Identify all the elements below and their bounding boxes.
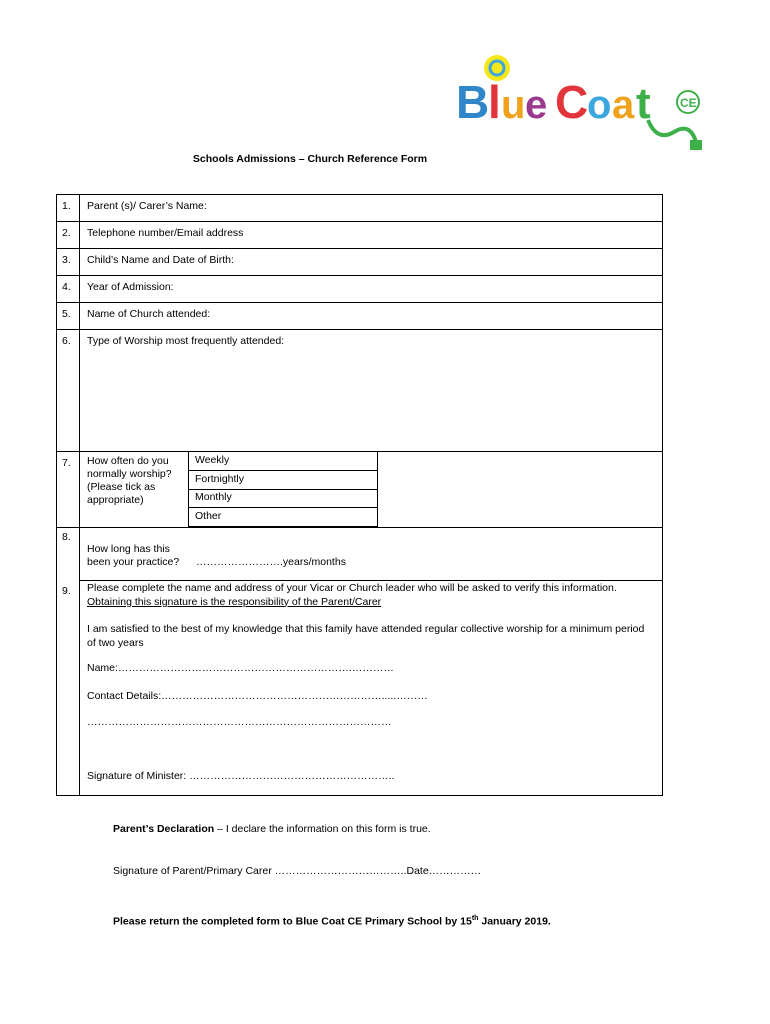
verification-instructions xyxy=(87,582,652,609)
option-weekly[interactable]: Weekly xyxy=(195,454,230,466)
logo-b: B xyxy=(456,76,490,128)
row-number: 3. xyxy=(62,254,71,266)
row-number: 8. xyxy=(62,531,71,543)
logo-l: l xyxy=(488,76,501,128)
parent-signature-field[interactable]: Signature of Parent/Primary Carer ………………………………..Date…………… xyxy=(113,865,482,877)
verification-text: Please complete the name and address of your Vicar or Church leader who will be asked to verify this information. xyxy=(87,582,617,594)
ce-text: CE xyxy=(680,96,697,110)
return-notice-sup: th xyxy=(471,915,479,922)
option-other[interactable]: Other xyxy=(195,510,222,522)
plug-icon xyxy=(690,140,702,150)
row-divider xyxy=(56,302,663,303)
row-divider xyxy=(79,580,663,581)
option-divider xyxy=(189,470,377,471)
year-of-admission-field[interactable]: Year of Admission: xyxy=(87,281,174,293)
option-divider xyxy=(189,489,377,490)
row-number: 7. xyxy=(62,457,71,469)
row-number: 5. xyxy=(62,308,71,320)
minister-statement: I am satisfied to the best of my knowledge that this family have attended regular collective worship for a minimum period of two years xyxy=(87,623,645,649)
telephone-email-field[interactable]: Telephone number/Email address xyxy=(87,227,244,239)
logo-o: o xyxy=(587,83,612,127)
minister-signature-field[interactable]: Signature of Minister: ………………………………………………….. xyxy=(87,770,395,782)
parent-declaration xyxy=(113,823,431,835)
row-number: 6. xyxy=(62,335,71,347)
minister-name-field[interactable]: Name:………………………………………………………….………… xyxy=(87,662,394,674)
row-divider xyxy=(56,527,663,528)
number-column-divider xyxy=(79,194,80,796)
row-number: 2. xyxy=(62,227,71,239)
blue-coat-logo xyxy=(452,50,722,155)
row-number: 1. xyxy=(62,200,71,212)
row-divider xyxy=(56,329,663,330)
row-number: 4. xyxy=(62,281,71,293)
practice-duration-label: How long has this been your practice? xyxy=(87,543,180,568)
declaration-heading: Parent’s Declaration xyxy=(113,823,215,835)
worship-frequency-label: How often do you normally worship? (Please tick as appropriate) xyxy=(87,455,172,506)
return-notice-date: January 2019. xyxy=(478,915,551,928)
row-divider xyxy=(56,248,663,249)
frequency-options-box xyxy=(188,451,378,527)
worship-type-field[interactable]: Type of Worship most frequently attended: xyxy=(87,335,285,347)
declaration-text: – I declare the information on this form is true. xyxy=(214,823,431,835)
row-divider xyxy=(56,275,663,276)
child-name-dob-field[interactable]: Child’s Name and Date of Birth: xyxy=(87,254,234,266)
return-notice-text: Please return the completed form to Blue Coat CE Primary School by 15 xyxy=(113,915,472,928)
form-title: Schools Admissions – Church Reference Form xyxy=(192,153,428,165)
contact-details-field[interactable]: Contact Details:……………………………………………………….....……… xyxy=(87,690,428,702)
option-monthly[interactable]: Monthly xyxy=(195,491,232,503)
logo-t: t xyxy=(636,79,651,128)
logo-e: e xyxy=(525,83,548,127)
logo-a: a xyxy=(612,83,635,127)
parent-name-field[interactable]: Parent (s)/ Carer’s Name: xyxy=(87,200,207,212)
option-fortnightly[interactable]: Fortnightly xyxy=(195,473,245,485)
row-divider xyxy=(56,221,663,222)
plug-cable-icon xyxy=(648,120,696,142)
row-number: 9. xyxy=(62,585,71,597)
return-notice xyxy=(113,915,551,928)
duration-field[interactable]: …………………….years/months xyxy=(196,556,346,568)
contact-details-line2[interactable]: …………………………………………………………………………… xyxy=(87,716,392,728)
option-divider xyxy=(189,507,377,508)
church-attended-field[interactable]: Name of Church attended: xyxy=(87,308,211,320)
verification-underlined: Obtaining this signature is the responsibility of the Parent/Carer xyxy=(87,595,382,608)
logo-c: C xyxy=(555,76,589,128)
logo-u: u xyxy=(501,83,526,127)
